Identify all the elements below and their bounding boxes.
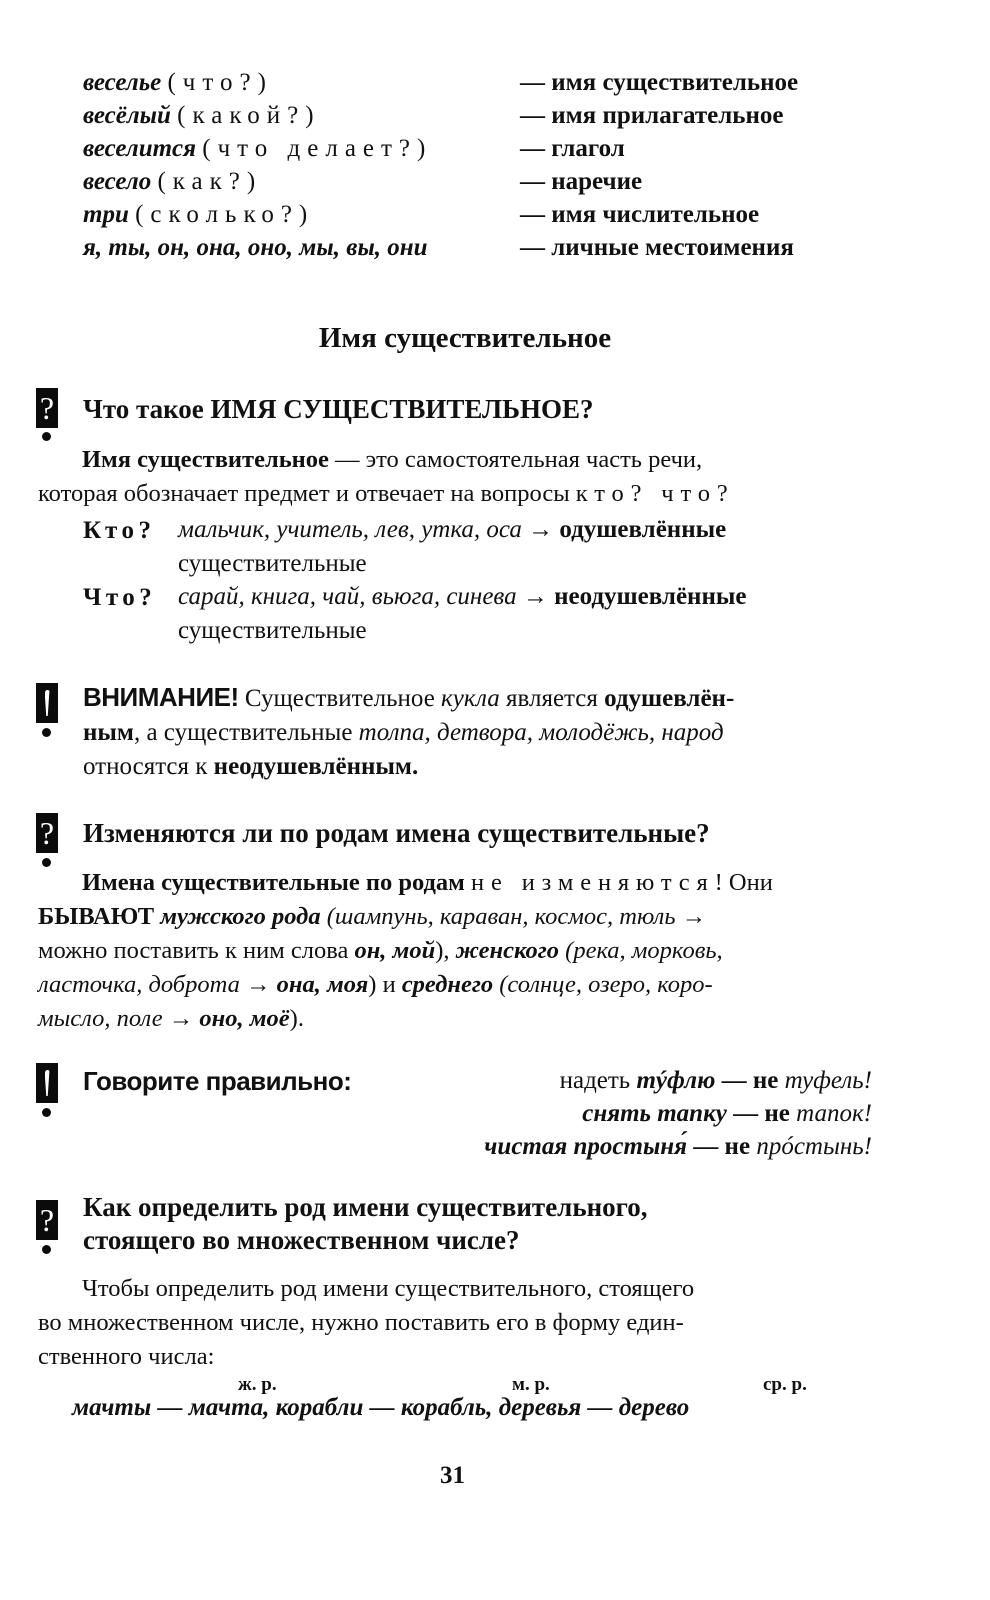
question-icon: ?: [36, 813, 58, 853]
say-correctly-line: снять тапку — не тапок!: [582, 1100, 872, 1127]
exclamation-icon: [36, 1063, 58, 1103]
pos-answer: — наречие: [520, 168, 643, 195]
example-label-what: Что?: [83, 584, 157, 611]
say-correctly-line: чистая простыня́ — не прóстынь!: [484, 1133, 872, 1160]
pos-answer: — личные местоимения: [520, 234, 794, 261]
pos-row: весело (как?): [83, 168, 263, 195]
section-title: Имя существительное: [318, 322, 612, 354]
pos-row: я, ты, он, она, оно, мы, вы, они: [83, 234, 428, 261]
exclamation-icon-dot: [42, 728, 51, 737]
question-icon-dot: [42, 432, 51, 441]
pos-row: веселье (что?): [83, 69, 273, 96]
example-inanimate-cont: существительные: [178, 617, 367, 644]
gender-tag-feminine: ж. р.: [238, 1374, 277, 1395]
pos-answer: — имя прилагательное: [520, 102, 784, 129]
plural-gender-paragraph: Чтобы определить род имени существительного, стоящего во множественном числе, нужно поставить его в форму един- ственного числа:: [38, 1275, 695, 1370]
pos-answer: — глагол: [520, 135, 625, 162]
example-label-who: Кто?: [83, 517, 156, 544]
page-number: 31: [440, 1462, 465, 1489]
question-heading: Что такое ИМЯ СУЩЕСТВИТЕЛЬНОЕ?: [83, 394, 594, 424]
pos-row: веселится (что делает?): [83, 135, 433, 162]
say-correctly-line: надеть тýфлю — не туфель!: [559, 1067, 872, 1094]
question-icon: ?: [36, 388, 58, 428]
example-animate: мальчик, учитель, лев, утка, оса → одушевлённые: [178, 516, 727, 543]
attention-note: ВНИМАНИЕ! Существительное кукла является одушевлён- ным, а существительные толпа, детвора, молодёжь, народ относятся к неодушевлённым.: [83, 682, 735, 780]
question-heading: Изменяются ли по родам имена существительные?: [83, 818, 710, 848]
gender-tag-masculine: м. р.: [512, 1374, 550, 1395]
plural-example: мачты — мачта, корабли — корабль, деревья — дерево: [72, 1394, 690, 1421]
gender-tag-neuter: ср. р.: [763, 1374, 807, 1395]
question-icon-dot: [42, 1245, 51, 1254]
say-correctly-label: Говорите правильно:: [83, 1066, 352, 1096]
gender-paragraph: Имена существительные по родам не изменяются! Они БЫВАЮТ мужского рода (шампунь, караван, космос, тюль → можно поставить к ним слова он, мой), женского (река, морковь, ласточка, доброта → она, моя) и среднего (солнце, озеро, коро- мысло, поле → оно, моё).: [38, 869, 773, 1032]
pos-row: весёлый (какой?): [83, 102, 321, 129]
definition-paragraph: Имя существительное — это самостоятельная часть речи, которая обозначает предмет и отвечает на вопросы кто? что?: [38, 446, 735, 507]
pos-answer: — имя существительное: [520, 69, 799, 96]
example-animate-cont: существительные: [178, 550, 367, 577]
exclamation-icon: [36, 683, 58, 723]
exclamation-icon-dot: [42, 1108, 51, 1117]
question-icon: ?: [36, 1200, 58, 1240]
pos-row: три (сколько?): [83, 201, 315, 228]
example-inanimate: сарай, книга, чай, вьюга, синева → неодушевлённые: [178, 583, 747, 610]
pos-answer: — имя числительное: [520, 201, 760, 228]
question-heading: Как определить род имени существительного, стоящего во множественном числе?: [83, 1192, 648, 1255]
